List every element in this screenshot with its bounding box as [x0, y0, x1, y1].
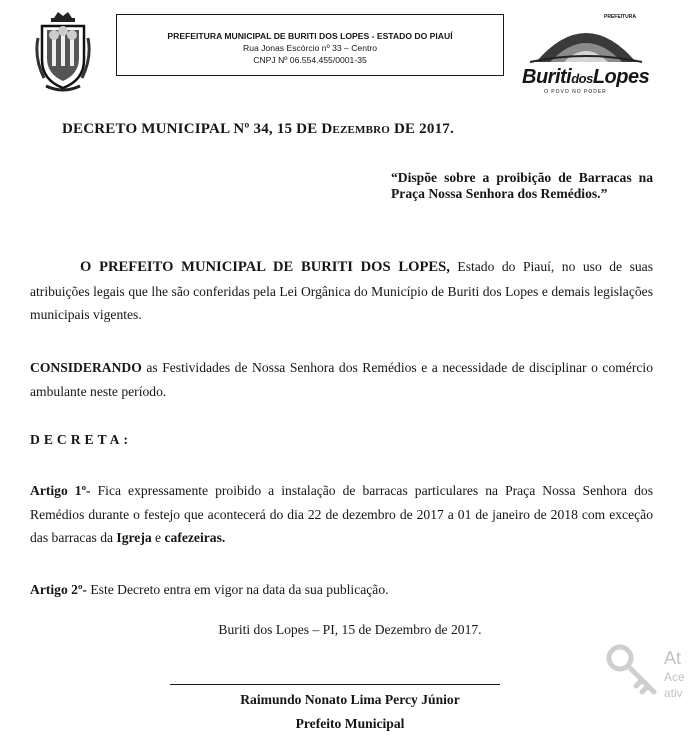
decree-title-month: Dezembro — [321, 121, 391, 137]
decree-title-prefix: DECRETO MUNICIPAL Nº 34, 15 DE — [62, 121, 322, 137]
letterhead-box — [116, 14, 504, 76]
coat-of-arms-icon — [34, 8, 92, 92]
letterhead-address: Rua Jonas Escórcio nº 33 – Centro — [242, 43, 378, 53]
logo-word-buriti: Buriti — [522, 66, 572, 88]
article-1-text: Fica expressamente proibido a instalação de barracas particulares na Praça Nossa Senhora dos Remédios durante o festejo que acontecerá do dia 22 de dezembro de 2017 a 01 de janeiro de 2018 com exceção das barracas da — [30, 483, 653, 545]
municipal-logo — [520, 10, 652, 96]
watermark-line-1: At — [664, 648, 682, 668]
logo-word-dos: dos — [571, 71, 593, 86]
logo-slogan: O POVO NO PODER — [544, 89, 607, 95]
article-1-mid: e — [151, 530, 165, 545]
logo-top-text: PREFEITURA — [604, 14, 636, 20]
signature-line — [170, 684, 500, 685]
article-2-label: Artigo 2º- — [30, 582, 87, 597]
logo-wordmark — [522, 66, 652, 89]
logo-word-lopes: Lopes — [592, 66, 650, 88]
considerando-paragraph — [30, 356, 653, 403]
article-2-paragraph — [30, 578, 653, 602]
article-1-label: Artigo 1º- — [30, 483, 91, 498]
decree-title-suffix: DE 2017. — [390, 121, 454, 137]
key-icon — [602, 640, 662, 700]
letterhead-title: PREFEITURA MUNICIPAL DE BURITI DOS LOPES - ESTADO DO PIAUÍ — [167, 31, 453, 41]
considerando-bold: CONSIDERANDO — [30, 360, 142, 375]
watermark-line-3: ativ — [664, 686, 683, 700]
decreta-heading: DECRETA: — [30, 432, 132, 447]
article-1-bold-cafezeiras: cafezeiras. — [164, 530, 226, 545]
preamble-bold: O PREFEITO MUNICIPAL DE BURITI DOS LOPES, — [80, 259, 450, 275]
signatory-name: Raimundo Nonato Lima Percy Júnior — [240, 692, 460, 707]
letterhead-cnpj: CNPJ Nº 06.554.455/0001-35 — [253, 55, 367, 65]
decree-title — [62, 121, 454, 138]
activation-watermark — [664, 648, 685, 701]
preamble-text: Estado do Piauí, no uso de suas atribuições legais que lhe são conferidas pela Lei Orgânica do Município de Buriti dos Lopes e demais legislações municipais vigentes. — [30, 259, 653, 322]
considerando-text: as Festividades de Nossa Senhora dos Remédios e a necessidade de disciplinar o comércio ambulante neste período. — [30, 360, 653, 399]
article-2-text: Este Decreto entra em vigor na data da sua publicação. — [86, 582, 389, 597]
decree-summary: “Dispõe sobre a proibição de Barracas na Praça Nossa Senhora dos Remédios.” — [391, 170, 653, 201]
preamble-paragraph — [30, 255, 653, 327]
place-date: Buriti dos Lopes – PI, 15 de Dezembro de 2017. — [218, 622, 482, 637]
article-1-paragraph — [30, 479, 653, 550]
watermark-line-2: Ace — [664, 670, 685, 684]
article-1-bold-igreja: Igreja — [116, 530, 152, 545]
signatory-role: Prefeito Municipal — [295, 716, 405, 731]
